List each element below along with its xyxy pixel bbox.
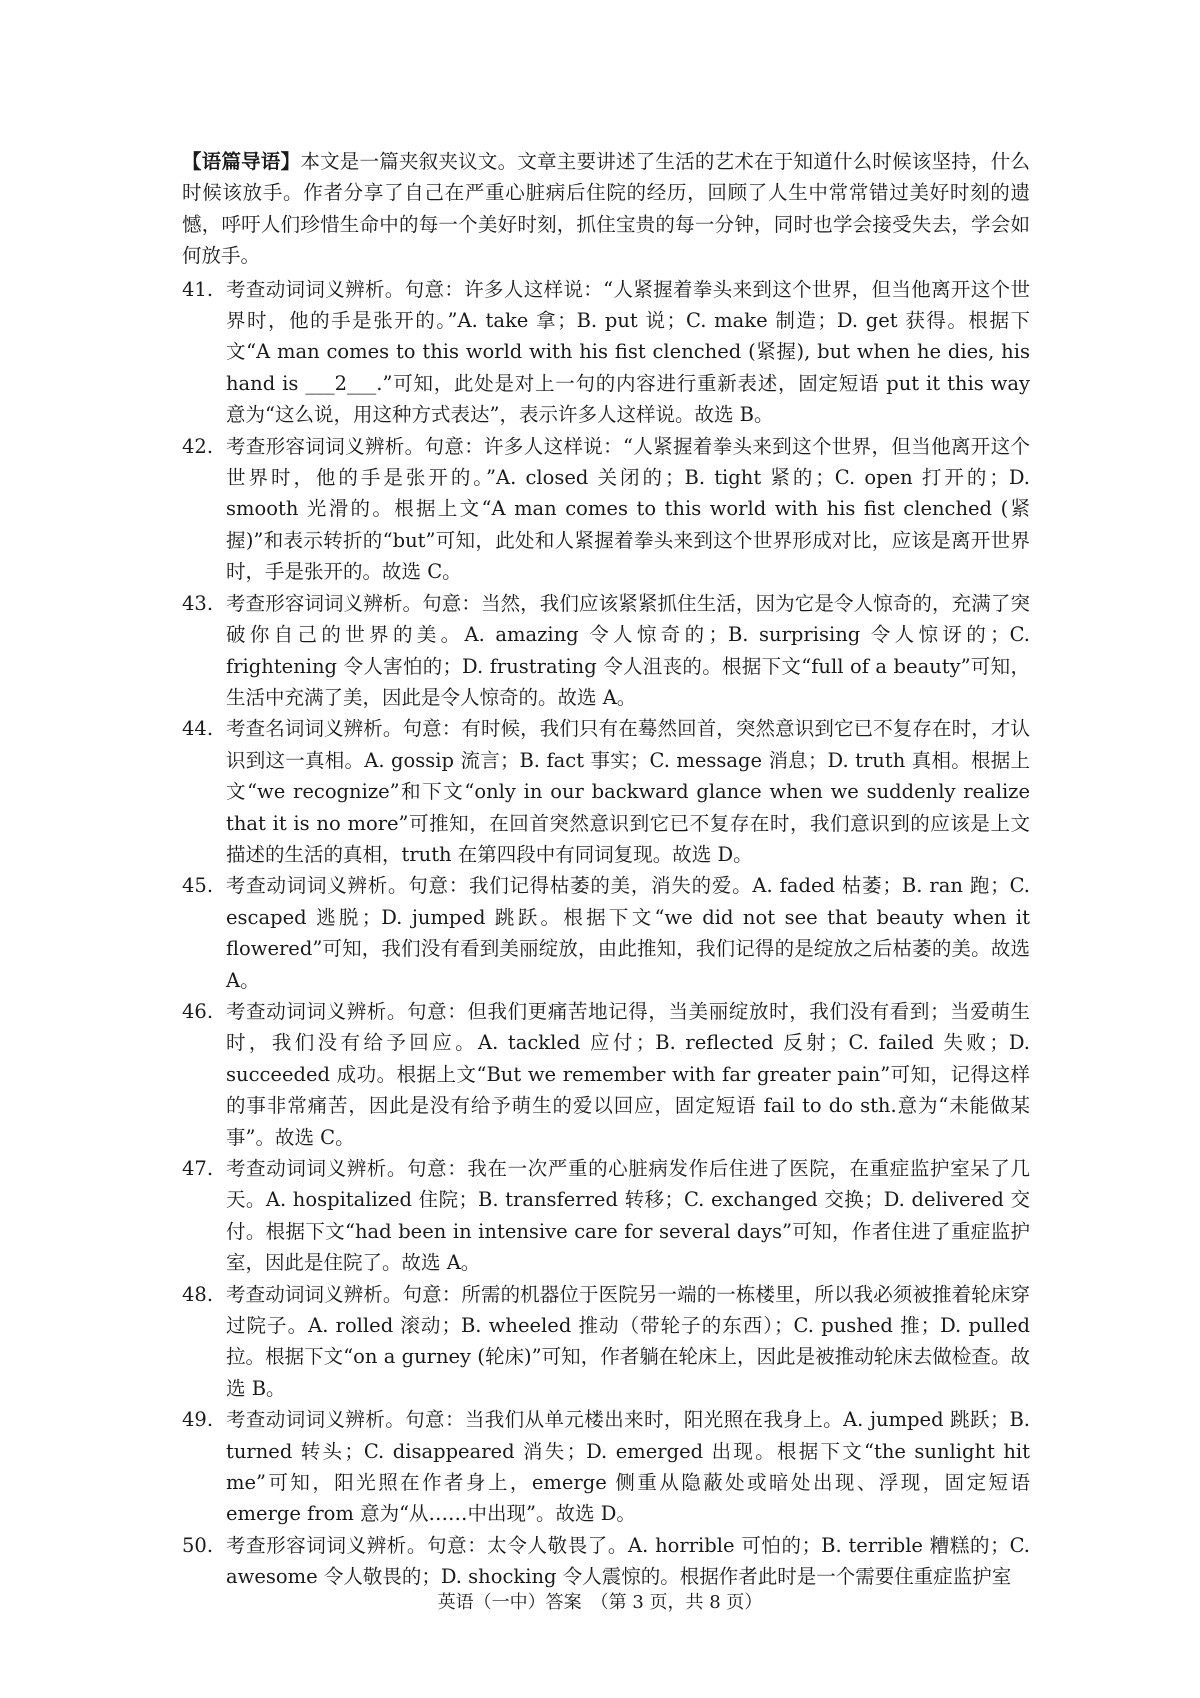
- question-number: 43.: [182, 591, 214, 615]
- question-number: 41.: [182, 277, 214, 301]
- answer-item-44: [182, 713, 1030, 870]
- answer-explanation: 考查形容词词义辨析。句意：当然，我们应该紧紧抓住生活，因为它是令人惊奇的，充满了突破你自己的世界的美。A. amazing 令人惊奇的；B. surprising 令人惊讶的；C. frightening 令人害怕的；D. frustrating 令人沮丧的。根据下文“full of a beauty”可知，生活中充满了美，因此是令人惊奇的。故选 A。: [226, 591, 1030, 709]
- passage-intro: [182, 146, 1030, 272]
- question-number: 49.: [182, 1408, 214, 1432]
- answer-item-41: [182, 274, 1030, 431]
- answer-explanation: 考查动词词义辨析。句意：当我们从单元楼出来时，阳光照在我身上。A. jumped 跳跃；B. turned 转头；C. disappeared 消失；D. emerged 出现。根据下文“the sunlight hit me”可知，阳光照在作者身上，emerge 侧重从隐蔽处或暗处出现、浮现，固定短语 emerge from 意为“从……中出现”。故选 D。: [226, 1408, 1030, 1526]
- answer-item-42: [182, 431, 1030, 588]
- question-number: 50.: [182, 1533, 214, 1557]
- answer-explanation: 考查动词词义辨析。句意：但我们更痛苦地记得，当美丽绽放时，我们没有看到；当爱萌生时，我们没有给予回应。A. tackled 应付；B. reflected 反射；C. failed 失败；D. succeeded 成功。根据上文“But we remember with far greater pain”可知，记得这样的事非常痛苦，因此是没有给予萌生的爱以回应，固定短语 fail to do sth.意为“未能做某事”。故选 C。: [226, 999, 1030, 1149]
- question-number: 48.: [182, 1282, 214, 1306]
- answer-item-43: [182, 588, 1030, 714]
- question-number: 42.: [182, 434, 214, 458]
- question-number: 47.: [182, 1157, 214, 1180]
- question-number: 46.: [182, 999, 214, 1023]
- answer-page: [182, 146, 1030, 1593]
- page-footer: 英语（一中）答案 （第 3 页，共 8 页）: [437, 1592, 763, 1613]
- answer-explanation: 考查动词词义辨析。句意：许多人这样说：“人紧握着拳头来到这个世界，但当他离开这个世界时，他的手是张开的。”A. take 拿；B. put 说；C. make 制造；D. get 获得。根据下文“A man comes to this world with his fist clenched (紧握), but when he dies, his hand is ___2___.”可知，此处是对上一句的内容进行重新表述，固定短语 put it this way 意为“这么说，用这种方式表达”，表示许多人这样说。故选 B。: [226, 277, 1030, 427]
- answer-explanation: 考查动词词义辨析。句意：我们记得枯萎的美，消失的爱。A. faded 枯萎；B. ran 跑；C. escaped 逃脱；D. jumped 跳跃。根据下文“we did not see that beauty when it flowered”可知，我们没有看到美丽绽放，由此推知，我们记得的是绽放之后枯萎的美。故选 A。: [226, 874, 1030, 992]
- answer-explanation: 考查动词词义辨析。句意：所需的机器位于医院另一端的一栋楼里，所以我必须被推着轮床穿过院子。A. rolled 滚动；B. wheeled 推动（带轮子的东西）；C. pushed 推；D. pulled 拉。根据下文“on a gurney (轮床)”可知，作者躺在轮床上，因此是被推动轮床去做检查。故选 B。: [226, 1282, 1030, 1400]
- question-number: 44.: [182, 717, 214, 741]
- answer-item-47: [182, 1153, 1030, 1279]
- passage-intro-tag: 【语篇导语】: [182, 150, 301, 173]
- passage-intro-text: 本文是一篇夹叙夹议文。文章主要讲述了生活的艺术在于知道什么时候该坚持，什么时候该放手。作者分享了自己在严重心脏病后住院的经历，回顾了人生中常常错过美好时刻的遗憾，呼吁人们珍惜生命中的每一个美好时刻，抓住宝贵的每一分钟，同时也学会接受失去，学会如何放手。: [182, 150, 1030, 268]
- answer-explanation: 考查形容词词义辨析。句意：太令人敬畏了。A. horrible 可怕的；B. terrible 糟糕的；C. awesome 令人敬畏的；D. shocking 令人震惊的。根据作者此时是一个需要住重症监护室: [226, 1533, 1030, 1589]
- answer-explanation: 考查名词词义辨析。句意：有时候，我们只有在蓦然回首，突然意识到它已不复存在时，才认识到这一真相。A. gossip 流言；B. fact 事实；C. message 消息；D. truth 真相。根据上文“we recognize”和下文“only in our backward glance when we suddenly realize that it is no more”可推知，在回首突然意识到它已不复存在时，我们意识到的应该是上文描述的生活的真相，truth 在第四段中有同词复现。故选 D。: [226, 717, 1030, 866]
- answer-item-49: [182, 1404, 1030, 1530]
- answer-item-48: [182, 1279, 1030, 1405]
- answer-explanation: 考查动词词义辨析。句意：我在一次严重的心脏病发作后住进了医院，在重症监护室呆了几天。A. hospitalized 住院；B. transferred 转移；C. exchanged 交换；D. delivered 交付。根据下文“had been in intensive care for several days”可知，作者住进了重症监护室，因此是住院了。故选 A。: [226, 1157, 1030, 1275]
- answer-item-45: [182, 870, 1030, 996]
- answer-item-50: [182, 1530, 1030, 1593]
- answer-explanation: 考查形容词词义辨析。句意：许多人这样说：“人紧握着拳头来到这个世界，但当他离开这个世界时，他的手是张开的。”A. closed 关闭的；B. tight 紧的；C. open 打开的；D. smooth 光滑的。根据上文“A man comes to this world with his fist clenched (紧握)”和表示转折的“but”可知，此处和人紧握着拳头来到这个世界形成对比，应该是离开世界时，手是张开的。故选 C。: [226, 434, 1030, 584]
- answer-item-46: [182, 996, 1030, 1153]
- question-number: 45.: [182, 874, 214, 898]
